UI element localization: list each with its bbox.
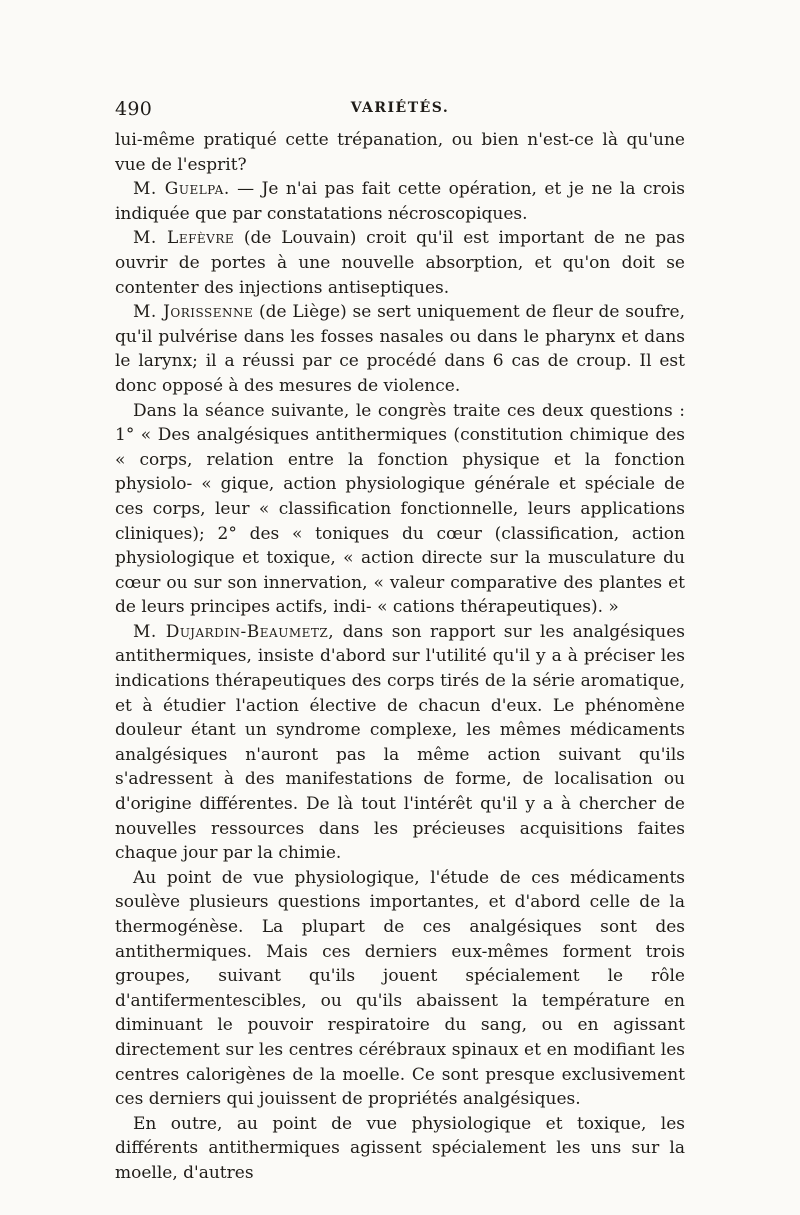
paragraph-1 <box>115 128 685 177</box>
paragraph-6 <box>115 620 685 866</box>
paragraph-7 <box>115 866 685 1112</box>
page-header <box>115 98 685 122</box>
paragraph-text: — Je n'ai pas fait cette opération, et je ne la crois indiquée que par constatations nécroscopiques. <box>115 179 685 224</box>
running-head: VARIÉTÉS. <box>350 100 450 116</box>
paragraph-text: lui-même pratiqué cette trépanation, ou bien n'est-ce là qu'une vue de l'esprit? <box>115 130 685 175</box>
body-text <box>115 128 685 1186</box>
paragraph-3 <box>115 226 685 300</box>
paragraph-text: En outre, au point de vue physiologique et toxique, les différents antithermiques agissent spécialement les uns sur la moelle, d'autres <box>115 1113 685 1183</box>
paragraph-5 <box>115 399 685 620</box>
speaker-name: M. Guelpa. <box>133 179 230 200</box>
paragraph-text: (de Louvain) croit qu'il est important de ne pas ouvrir de portes à une nouvelle absorption, et qu'on doit se contenter des injections antiseptiques. <box>115 228 686 298</box>
speaker-name: M. Jorissenne <box>133 302 254 323</box>
paragraph-text: Au point de vue physiologique, l'étude de ces médicaments soulève plusieurs questions importantes, et d'abord celle de la thermogénèse. La plupart de ces analgésiques sont des antithermiques. Mais ces derniers eux-mêmes forment trois groupes, suivant qu'ils jouent spécialement le rôle d'antifermentescibles, ou qu'ils abaissent la température en diminuant le pouvoir respiratoire du sang, ou en agissant directement sur les centres cérébraux spinaux et en modifiant les centres calorigènes de la moelle. Ce sont presque exclusivement ces derniers qui jouissent de propriétés analgésiques. <box>115 867 685 1110</box>
paragraph-8 <box>115 1112 685 1186</box>
paragraph-text: dans son rapport sur les analgésiques antithermiques, insiste d'abord sur l'utilité qu'il y a à préciser les indications thérapeutiques des corps tirés de la série aromatique, et à étudier l'action élective de chacun d'eux. Le phénomène douleur étant un syndrome complexe, les mêmes médicaments analgésiques n'auront pas la même action suivant qu'ils s'adressent à des manifestations de forme, de localisation ou d'origine différentes. De là tout l'intérêt qu'il y a à chercher de nouvelles ressources dans les précieuses acquisitions faites chaque jour par la chimie. <box>115 621 686 864</box>
paragraph-4 <box>115 300 685 398</box>
speaker-name: M. Lefèvre <box>133 228 235 249</box>
paragraph-text: Dans la séance suivante, le congrès traite ces deux questions : 1° « Des analgésiques antithermiques (constitution chimique des « corps, relation entre la fonction physique et la fonction physiolo- « gique, action physiologique générale et spéciale de ces corps, leur « classification fonctionnelle, leurs applications cliniques); 2° des « toniques du cœur (classification, action physiologique et toxique, « action directe sur la musculature du cœur ou sur son innervation, « valeur comparative des plantes et de leurs principes actifs, indi- « cations thérapeutiques). » <box>115 400 685 618</box>
paragraph-text: (de Liège) se sert uniquement de fleur de soufre, qu'il pulvérise dans les fosses nasales ou dans le pharynx et dans le larynx; il a réussi par ce procédé dans 6 cas de croup. Il est donc opposé à des mesures de violence. <box>115 302 685 396</box>
paragraph-2 <box>115 177 685 226</box>
page-number: 490 <box>115 98 153 120</box>
speaker-name: M. Dujardin-Beaumetz, <box>133 621 335 642</box>
